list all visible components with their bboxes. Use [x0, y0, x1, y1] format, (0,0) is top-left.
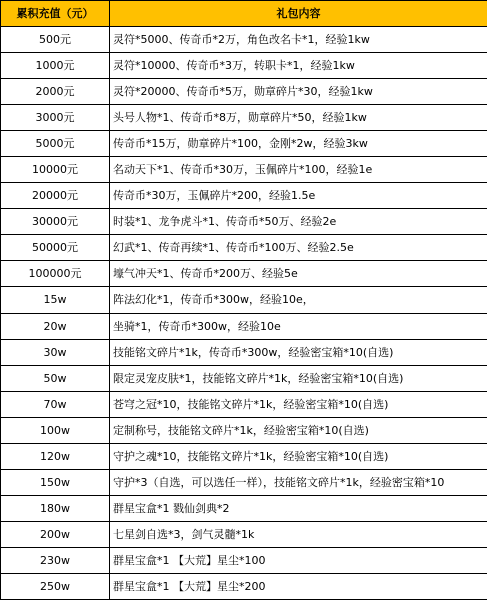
table-row — [1, 53, 487, 79]
table-row — [1, 183, 487, 209]
row-amount: 5000元 — [1, 131, 110, 157]
header-content: 礼包内容 — [110, 1, 487, 27]
table-row — [1, 105, 487, 131]
row-amount: 120w — [1, 443, 110, 469]
table-row — [1, 261, 487, 287]
row-content: 幻武*1、传奇再续*1、传奇币*100万、经验2.5e — [110, 235, 487, 261]
row-amount: 500元 — [1, 27, 110, 53]
row-content: 限定灵宠皮肤*1，技能铭文碎片*1k，经验密宝箱*10(自选) — [110, 365, 487, 391]
row-content: 群星宝盒*1 戮仙剑典*2 — [110, 495, 487, 521]
table-row — [1, 27, 487, 53]
row-amount: 2000元 — [1, 79, 110, 105]
row-amount: 230w — [1, 547, 110, 573]
row-amount: 200w — [1, 521, 110, 547]
header-amount: 累积充值（元） — [1, 1, 110, 27]
row-amount: 10000元 — [1, 157, 110, 183]
row-content: 名动天下*1、传奇币*30万，玉佩碎片*100，经验1e — [110, 157, 487, 183]
row-content: 技能铭文碎片*1k，传奇币*300w，经验密宝箱*10(自选) — [110, 339, 487, 365]
table-row — [1, 521, 487, 547]
row-content: 头号人物*1、传奇币*8万，勋章碎片*50，经验1kw — [110, 105, 487, 131]
row-content: 群星宝盒*1 【大荒】星尘*100 — [110, 547, 487, 573]
table-row — [1, 209, 487, 235]
row-content: 灵符*10000、传奇币*3万，转职卡*1，经验1kw — [110, 53, 487, 79]
row-content: 壕气冲天*1、传奇币*200万、经验5e — [110, 261, 487, 287]
row-amount: 180w — [1, 495, 110, 521]
row-amount: 20w — [1, 313, 110, 339]
table-header-row — [1, 1, 487, 27]
row-amount: 15w — [1, 287, 110, 313]
table-row — [1, 443, 487, 469]
row-content: 守护之魂*10，技能铭文碎片*1k，经验密宝箱*10(自选) — [110, 443, 487, 469]
row-content: 传奇币*30万，玉佩碎片*200，经验1.5e — [110, 183, 487, 209]
row-content: 传奇币*15万，勋章碎片*100，金刚*2w，经验3kw — [110, 131, 487, 157]
row-content: 阵法幻化*1，传奇币*300w，经验10e， — [110, 287, 487, 313]
table-row — [1, 287, 487, 313]
table-row — [1, 573, 487, 599]
table-row — [1, 131, 487, 157]
table-row — [1, 235, 487, 261]
row-amount: 150w — [1, 469, 110, 495]
table-row — [1, 417, 487, 443]
row-content: 守护*3（自选，可以选任一样），技能铭文碎片*1k，经验密宝箱*10 — [110, 469, 487, 495]
table-row — [1, 339, 487, 365]
row-content: 灵符*20000、传奇币*5万，勋章碎片*30，经验1kw — [110, 79, 487, 105]
row-amount: 250w — [1, 573, 110, 599]
table-row — [1, 157, 487, 183]
row-content: 时装*1、龙争虎斗*1、传奇币*50万、经验2e — [110, 209, 487, 235]
table-row — [1, 365, 487, 391]
row-amount: 100w — [1, 417, 110, 443]
row-amount: 50w — [1, 365, 110, 391]
row-amount: 1000元 — [1, 53, 110, 79]
row-amount: 100000元 — [1, 261, 110, 287]
table-row — [1, 495, 487, 521]
row-amount: 20000元 — [1, 183, 110, 209]
table-row — [1, 313, 487, 339]
table-row — [1, 547, 487, 573]
row-content: 定制称号，技能铭文碎片*1k，经验密宝箱*10(自选) — [110, 417, 487, 443]
row-amount: 3000元 — [1, 105, 110, 131]
row-amount: 30w — [1, 339, 110, 365]
row-content: 苍穹之冠*10，技能铭文碎片*1k，经验密宝箱*10(自选) — [110, 391, 487, 417]
row-amount: 70w — [1, 391, 110, 417]
row-amount: 30000元 — [1, 209, 110, 235]
table-row — [1, 391, 487, 417]
row-content: 七星剑自选*3，剑气灵髓*1k — [110, 521, 487, 547]
row-content: 灵符*5000、传奇币*2万，角色改名卡*1，经验1kw — [110, 27, 487, 53]
row-amount: 50000元 — [1, 235, 110, 261]
table-row — [1, 469, 487, 495]
row-content: 群星宝盒*1 【大荒】星尘*200 — [110, 573, 487, 599]
row-content: 坐骑*1，传奇币*300w，经验10e — [110, 313, 487, 339]
table-body — [1, 27, 487, 600]
table-row — [1, 79, 487, 105]
